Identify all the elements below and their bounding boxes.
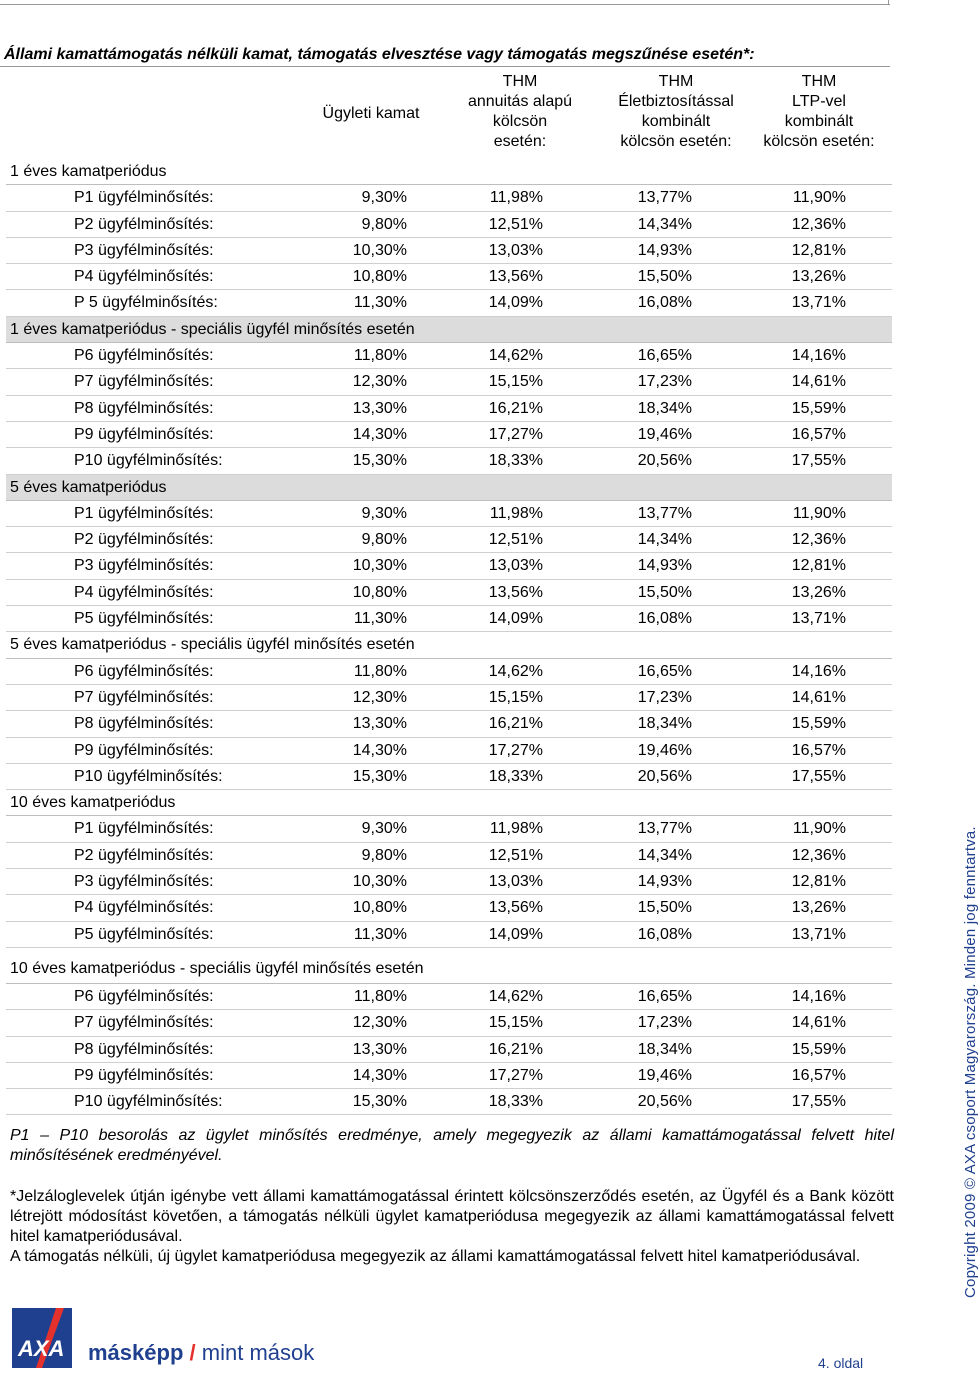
rate-cell: 10,80% xyxy=(352,899,407,917)
rate-cell: 13,56% xyxy=(488,899,543,917)
rate-cell: 16,57% xyxy=(791,425,846,443)
rate-cell: 13,30% xyxy=(352,715,407,733)
rate-cell: 19,46% xyxy=(637,1066,692,1084)
rate-cell: 20,56% xyxy=(637,452,692,470)
rate-cell: 14,30% xyxy=(352,1066,407,1084)
footnote-1: *Jelzáloglevelek útján igénybe vett állami kamattámogatással érintett kölcsönszerződés esetén, az Ügyfél és a Bank között létrejött módosítást követően, a támogatás nélküli ügylet kamatperiódusa megegyezik az állami kamattámogatással felvett hitel kamatperiódusával. xyxy=(10,1188,894,1245)
rate-cell: 14,09% xyxy=(488,294,543,312)
slogan-slash: / xyxy=(189,1340,196,1365)
rate-cell: 15,59% xyxy=(791,1040,846,1058)
rate-cell: 12,36% xyxy=(791,531,846,549)
header-line: kölcsön xyxy=(492,113,548,130)
rate-cell: 15,50% xyxy=(637,583,692,601)
rate-cell: 18,34% xyxy=(637,715,692,733)
table-row xyxy=(6,1037,892,1063)
rate-cell: 13,03% xyxy=(488,557,543,575)
rate-cell: 17,55% xyxy=(791,1093,846,1111)
row-label: P4 ügyfélminősítés: xyxy=(74,268,214,286)
rate-cell: 12,81% xyxy=(791,557,846,575)
rate-cell: 13,03% xyxy=(488,873,543,891)
rate-cell: 13,56% xyxy=(488,583,543,601)
rate-cell: 15,30% xyxy=(352,1093,407,1111)
rate-cell: 12,30% xyxy=(352,1014,407,1032)
rate-cell: 13,30% xyxy=(352,399,407,417)
rate-cell: 15,15% xyxy=(488,1014,543,1032)
table-row xyxy=(6,895,892,921)
row-label: P3 ügyfélminősítés: xyxy=(74,557,214,575)
row-label: P8 ügyfélminősítés: xyxy=(74,1040,214,1058)
rate-cell: 10,80% xyxy=(352,268,407,286)
table-row xyxy=(6,922,892,948)
rate-table xyxy=(6,159,892,1115)
rate-cell: 16,08% xyxy=(637,925,692,943)
rate-cell: 10,30% xyxy=(352,241,407,259)
rate-cell: 14,61% xyxy=(791,1014,846,1032)
header-line: kölcsön esetén: xyxy=(763,133,875,150)
row-label: P2 ügyfélminősítés: xyxy=(74,215,214,233)
table-row xyxy=(6,580,892,606)
rate-cell: 14,61% xyxy=(791,373,846,391)
section-label: 1 éves kamatperiódus xyxy=(10,163,167,180)
page-title: Állami kamattámogatás nélküli kamat, támogatás elvesztése vagy támogatás megszűnése esetén*: xyxy=(4,46,755,63)
rate-cell: 16,65% xyxy=(637,662,692,680)
table-row xyxy=(6,984,892,1010)
rate-cell: 11,98% xyxy=(489,189,543,207)
section-header xyxy=(6,790,892,816)
row-label: P10 ügyfélminősítés: xyxy=(74,767,223,785)
slogan-part1: másképp xyxy=(88,1340,184,1365)
section-label: 10 éves kamatperiódus xyxy=(10,794,176,812)
rate-cell: 11,30% xyxy=(353,925,407,943)
table-row xyxy=(6,185,892,211)
rate-cell: 14,16% xyxy=(791,347,846,365)
row-label: P6 ügyfélminősítés: xyxy=(74,662,214,680)
table-row xyxy=(6,448,892,474)
rate-cell: 13,77% xyxy=(637,189,692,207)
rate-cell: 14,34% xyxy=(637,846,692,864)
rate-cell: 11,30% xyxy=(353,294,407,312)
table-row xyxy=(6,711,892,737)
rate-cell: 15,59% xyxy=(791,715,846,733)
row-label: P9 ügyfélminősítés: xyxy=(74,425,214,443)
rate-cell: 14,09% xyxy=(488,925,543,943)
header-line: kombinált xyxy=(784,113,854,130)
rate-cell: 12,36% xyxy=(791,215,846,233)
header-line: annuitás alapú xyxy=(467,93,573,110)
table-row xyxy=(6,369,892,395)
header-line: kombinált xyxy=(641,113,711,130)
header-ugyleti-kamat xyxy=(316,104,426,124)
rate-cell: 15,30% xyxy=(352,767,407,785)
rate-cell: 9,80% xyxy=(361,215,407,233)
rate-cell: 15,59% xyxy=(791,399,846,417)
header-line: LTP-vel xyxy=(792,93,846,110)
rate-cell: 15,15% xyxy=(488,373,543,391)
rate-cell: 20,56% xyxy=(637,767,692,785)
rate-cell: 16,21% xyxy=(488,1040,543,1058)
rate-cell: 14,62% xyxy=(488,662,543,680)
table-row xyxy=(6,764,892,790)
top-rule xyxy=(0,4,890,5)
rate-cell: 10,30% xyxy=(352,557,407,575)
rate-cell: 14,93% xyxy=(637,873,692,891)
section-header xyxy=(6,475,892,501)
rate-cell: 9,30% xyxy=(361,820,407,838)
classification-note: P1 – P10 besorolás az ügylet minősítés eredménye, amely megegyezik az állami kamattámogatással felvett hitel minősítésének eredményével. xyxy=(10,1127,894,1164)
row-label: P10 ügyfélminősítés: xyxy=(74,1093,223,1111)
rate-cell: 16,65% xyxy=(637,347,692,365)
rate-cell: 17,23% xyxy=(637,373,692,391)
rate-cell: 10,30% xyxy=(352,873,407,891)
rate-cell: 14,62% xyxy=(488,347,543,365)
section-header xyxy=(6,317,892,343)
header-line: kölcsön esetén: xyxy=(620,133,732,150)
svg-text:AXA: AXA xyxy=(18,1336,65,1361)
rate-cell: 14,09% xyxy=(488,610,543,628)
table-row xyxy=(6,738,892,764)
row-label: P10 ügyfélminősítés: xyxy=(74,452,223,470)
rate-cell: 13,56% xyxy=(488,268,543,286)
section-label: 1 éves kamatperiódus - speciális ügyfél minősítés esetén xyxy=(10,320,415,338)
table-row xyxy=(6,212,892,238)
row-label: P7 ügyfélminősítés: xyxy=(74,373,214,391)
row-label: P9 ügyfélminősítés: xyxy=(74,1066,214,1084)
table-row xyxy=(6,290,892,316)
rate-cell: 11,80% xyxy=(353,347,407,365)
section-label: 5 éves kamatperiódus - speciális ügyfél minősítés esetén xyxy=(10,636,415,654)
rate-cell: 18,34% xyxy=(637,1040,692,1058)
rate-cell: 15,30% xyxy=(352,452,407,470)
copyright-text: Copyright 2009 © AXA csoport Magyarország. Minden jog fenntartva. xyxy=(962,826,979,1298)
rate-cell: 11,30% xyxy=(353,610,407,628)
rate-cell: 15,50% xyxy=(637,899,692,917)
table-row xyxy=(6,685,892,711)
row-label: P2 ügyfélminősítés: xyxy=(74,531,214,549)
rate-cell: 17,55% xyxy=(791,452,846,470)
row-label: P7 ügyfélminősítés: xyxy=(74,1014,214,1032)
rate-cell: 11,90% xyxy=(792,504,846,522)
row-label: P6 ügyfélminősítés: xyxy=(74,347,214,365)
rate-cell: 14,30% xyxy=(352,425,407,443)
header-line: Életbiztosítással xyxy=(618,93,734,110)
section-label: 10 éves kamatperiódus - speciális ügyfél minősítés esetén xyxy=(10,959,424,977)
section-header xyxy=(6,948,892,984)
rate-cell: 18,33% xyxy=(488,1093,543,1111)
rate-cell: 12,81% xyxy=(791,873,846,891)
rate-cell: 11,98% xyxy=(489,504,543,522)
table-row xyxy=(6,264,892,290)
title-rule xyxy=(0,66,890,67)
table-row xyxy=(6,869,892,895)
rate-cell: 9,30% xyxy=(361,189,407,207)
rate-cell: 9,30% xyxy=(361,504,407,522)
rate-cell: 12,51% xyxy=(488,846,543,864)
row-label: P8 ügyfélminősítés: xyxy=(74,715,214,733)
rate-cell: 9,80% xyxy=(361,846,407,864)
section-header xyxy=(6,632,892,658)
row-label: P5 ügyfélminősítés: xyxy=(74,610,214,628)
rate-cell: 16,08% xyxy=(637,294,692,312)
rate-cell: 14,61% xyxy=(791,688,846,706)
rate-cell: 13,71% xyxy=(791,925,846,943)
rate-cell: 13,71% xyxy=(791,610,846,628)
footnote-2: A támogatás nélküli, új ügylet kamatperiódusa megegyezik az állami kamattámogatással felvett hitel kamatperiódusával. xyxy=(10,1248,861,1265)
rate-cell: 17,23% xyxy=(637,688,692,706)
table-row xyxy=(6,1010,892,1036)
axa-logo-icon xyxy=(12,1308,72,1368)
table-row xyxy=(6,843,892,869)
table-row xyxy=(6,396,892,422)
rate-cell: 12,81% xyxy=(791,241,846,259)
table-row xyxy=(6,343,892,369)
header-thm-annuitas xyxy=(440,72,600,152)
table-row xyxy=(6,1063,892,1089)
rate-cell: 19,46% xyxy=(637,741,692,759)
rate-cell: 14,30% xyxy=(352,741,407,759)
rate-cell: 16,08% xyxy=(637,610,692,628)
rate-cell: 18,34% xyxy=(637,399,692,417)
rate-cell: 12,30% xyxy=(352,373,407,391)
table-row xyxy=(6,527,892,553)
row-label: P1 ügyfélminősítés: xyxy=(74,504,214,522)
rate-cell: 16,57% xyxy=(791,741,846,759)
table-row xyxy=(6,501,892,527)
rate-cell: 16,21% xyxy=(488,715,543,733)
page-number: 4. oldal xyxy=(818,1355,864,1371)
slogan xyxy=(88,1340,314,1366)
rate-cell: 16,21% xyxy=(488,399,543,417)
rate-cell: 15,50% xyxy=(637,268,692,286)
row-label: P7 ügyfélminősítés: xyxy=(74,688,214,706)
section-label: 5 éves kamatperiódus xyxy=(10,478,167,496)
rate-cell: 11,98% xyxy=(489,820,543,838)
table-row xyxy=(6,606,892,632)
rate-cell: 14,16% xyxy=(791,987,846,1005)
rate-cell: 14,93% xyxy=(637,241,692,259)
rate-cell: 14,16% xyxy=(791,662,846,680)
header-line: THM xyxy=(658,73,694,90)
rate-cell: 12,51% xyxy=(488,531,543,549)
row-label: P9 ügyfélminősítés: xyxy=(74,741,214,759)
row-label: P 5 ügyfélminősítés: xyxy=(74,294,218,312)
table-row xyxy=(6,659,892,685)
rate-cell: 14,34% xyxy=(637,215,692,233)
rate-cell: 13,03% xyxy=(488,241,543,259)
header-line: Ügyleti kamat xyxy=(322,105,420,122)
header-line: THM xyxy=(801,73,837,90)
table-row xyxy=(6,238,892,264)
rate-cell: 12,51% xyxy=(488,215,543,233)
table-row xyxy=(6,553,892,579)
row-label: P5 ügyfélminősítés: xyxy=(74,925,214,943)
row-label: P4 ügyfélminősítés: xyxy=(74,899,214,917)
slogan-part2: mint mások xyxy=(201,1340,315,1365)
rate-cell: 11,90% xyxy=(792,189,846,207)
rate-cell: 14,34% xyxy=(637,531,692,549)
header-thm-eletbiztositas xyxy=(586,72,766,152)
table-row xyxy=(6,1089,892,1115)
rate-cell: 14,93% xyxy=(637,557,692,575)
rate-cell: 13,71% xyxy=(791,294,846,312)
row-label: P3 ügyfélminősítés: xyxy=(74,873,214,891)
rate-cell: 13,30% xyxy=(352,1040,407,1058)
rate-cell: 11,90% xyxy=(792,820,846,838)
row-label: P2 ügyfélminősítés: xyxy=(74,846,214,864)
rate-cell: 13,77% xyxy=(637,504,692,522)
rate-cell: 17,55% xyxy=(791,767,846,785)
rate-cell: 9,80% xyxy=(361,531,407,549)
rate-cell: 19,46% xyxy=(637,425,692,443)
row-label: P3 ügyfélminősítés: xyxy=(74,241,214,259)
table-row xyxy=(6,422,892,448)
rate-cell: 12,30% xyxy=(352,688,407,706)
rate-cell: 18,33% xyxy=(488,767,543,785)
rate-cell: 11,80% xyxy=(353,987,407,1005)
rate-cell: 15,15% xyxy=(488,688,543,706)
rate-cell: 14,62% xyxy=(488,987,543,1005)
header-line: THM xyxy=(502,73,538,90)
row-label: P1 ügyfélminősítés: xyxy=(74,820,214,838)
rate-cell: 11,80% xyxy=(353,662,407,680)
rate-cell: 17,27% xyxy=(488,741,543,759)
rate-cell: 20,56% xyxy=(637,1093,692,1111)
table-row xyxy=(6,816,892,842)
rate-cell: 13,26% xyxy=(791,899,846,917)
rate-cell: 12,36% xyxy=(791,846,846,864)
rate-cell: 16,57% xyxy=(791,1066,846,1084)
rate-cell: 13,77% xyxy=(637,820,692,838)
corner-mark xyxy=(888,0,889,4)
rate-cell: 17,27% xyxy=(488,425,543,443)
header-line: esetén: xyxy=(493,133,547,150)
rate-cell: 18,33% xyxy=(488,452,543,470)
row-label: P6 ügyfélminősítés: xyxy=(74,987,214,1005)
rate-cell: 17,23% xyxy=(637,1014,692,1032)
rate-cell: 10,80% xyxy=(352,583,407,601)
section-header xyxy=(6,159,892,185)
row-label: P1 ügyfélminősítés: xyxy=(74,189,214,207)
rate-cell: 16,65% xyxy=(637,987,692,1005)
row-label: P8 ügyfélminősítés: xyxy=(74,399,214,417)
footnote-block xyxy=(10,1187,894,1267)
row-label: P4 ügyfélminősítés: xyxy=(74,583,214,601)
rate-cell: 13,26% xyxy=(791,268,846,286)
header-thm-ltp xyxy=(744,72,894,152)
rate-cell: 17,27% xyxy=(488,1066,543,1084)
rate-cell: 13,26% xyxy=(791,583,846,601)
